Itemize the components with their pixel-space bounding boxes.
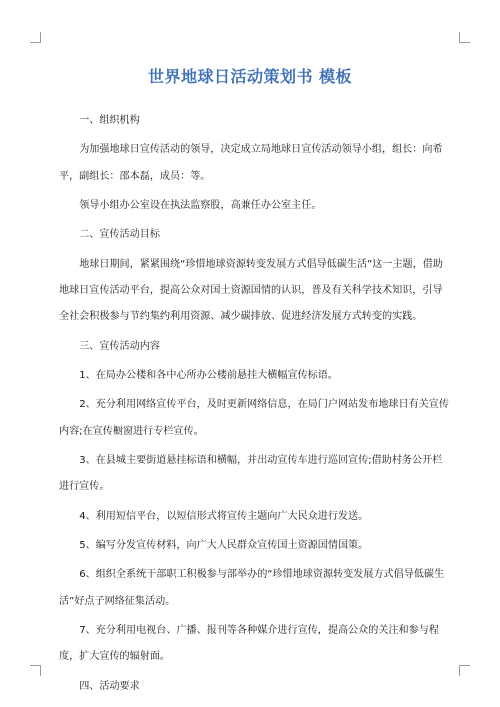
list-item: 3、在县城主要街道悬挂标语和横幅，并出动宣传车进行巡回宣传;借助村务公开栏进行宣传。 bbox=[59, 454, 443, 493]
list-item: 2、充分利用网络宣传平台，及时更新网络信息，在局门户网站发布地球日有关宣传内容;在宣传橱窗进行专栏宣传。 bbox=[59, 399, 449, 437]
paragraph: 为加强地球日宣传活动的领导，决定成立局地球日宣传活动领导小组，组长：向希平，副组长：邵本磊，成员：等。 bbox=[59, 144, 443, 182]
section-heading-goals: 二、宣传活动目标 bbox=[79, 229, 160, 241]
list-item: 5、编写分发宣传材料，向广大人民群众宣传国土资源国情国策。 bbox=[79, 539, 369, 551]
list-item: 4、利用短信平台，以短信形式将宣传主题向广大民众进行发送。 bbox=[79, 510, 369, 522]
crop-mark-bottom-left bbox=[30, 665, 41, 676]
crop-mark-top-right bbox=[459, 32, 470, 43]
document-body bbox=[59, 108, 449, 703]
list-item: 1、在局办公楼和各中心所办公楼前悬挂大横幅宣传标语。 bbox=[79, 369, 338, 381]
list-item: 6、组织全系统干部职工积极参与部举办的“珍惜地球资源转变发展方式倡导低碳生活”好点子网络征集活动。 bbox=[59, 569, 445, 607]
section-heading-requirements: 四、活动要求 bbox=[79, 680, 140, 692]
section-heading-organization: 一、组织机构 bbox=[79, 115, 140, 126]
section-heading-content: 三、宣传活动内容 bbox=[79, 340, 160, 352]
paragraph: 地球日期间，紧紧围绕“珍惜地球资源转变发展方式倡导低碳生活”这一主题，借助地球日宣传活动平台，提高公众对国土资源国情的认识，普及有关科学技术知识，引导全社会积极参与节约集约利用资源、减少碳排放、促进经济发展方式转变的实践。 bbox=[59, 258, 443, 323]
paragraph: 领导小组办公室设在执法监察股，高兼任办公室主任。 bbox=[79, 199, 322, 211]
crop-mark-top-left bbox=[30, 32, 41, 43]
crop-mark-bottom-right bbox=[459, 665, 470, 676]
list-item: 7、充分利用电视台、广播、报刊等各种媒介进行宣传，提高公众的关注和参与程度，扩大宣传的辐射面。 bbox=[59, 624, 439, 663]
document-title: 世界地球日活动策划书 模板 bbox=[147, 67, 353, 86]
